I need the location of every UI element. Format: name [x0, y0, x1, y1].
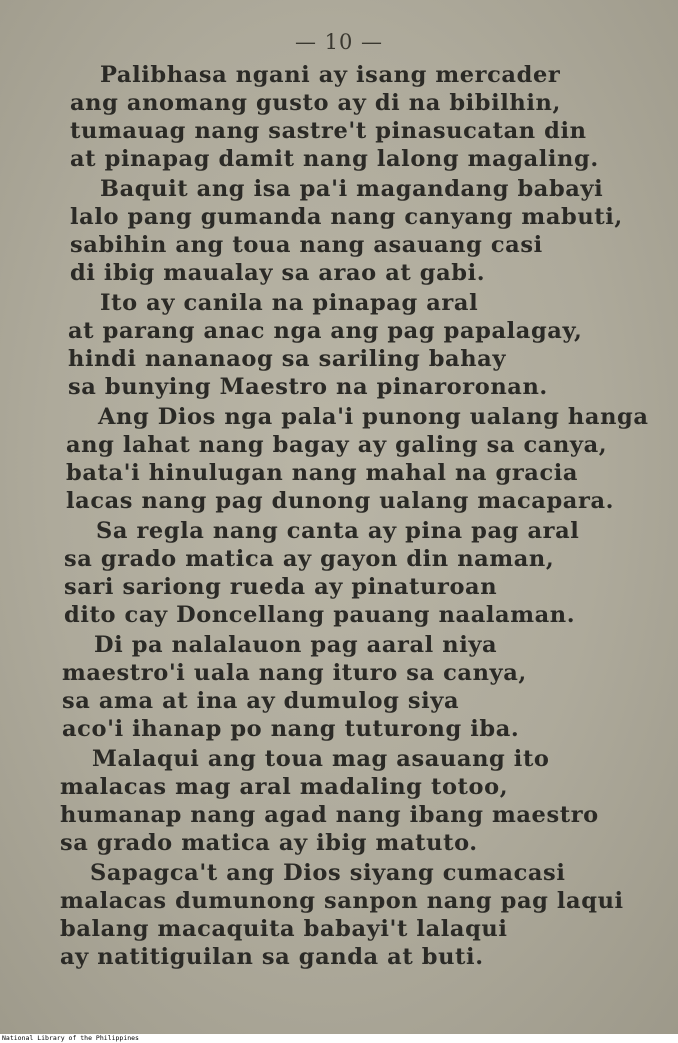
poem-line: Palibhasa ngani ay isang mercader: [100, 62, 561, 88]
poem-line: ang lahat nang bagay ay galing sa canya,: [66, 432, 608, 458]
poem-line: ay natitiguilan sa ganda at buti.: [60, 944, 484, 970]
poem-line: Sapagca't ang Dios siyang cumacasi: [90, 860, 566, 886]
poem-line: dito cay Doncellang pauang naalaman.: [64, 602, 576, 628]
poem-line: sa bunying Maestro na pinaroronan.: [68, 374, 548, 400]
poem-line: balang macaquita babayi't lalaqui: [60, 916, 508, 942]
poem-line: Sa regla nang canta ay pina pag aral: [96, 518, 580, 544]
poem-line: Ito ay canila na pinapag aral: [100, 290, 479, 316]
poem-line: lalo pang gumanda nang canyang mabuti,: [70, 204, 623, 230]
poem-line: at pinapag damit nang lalong magaling.: [70, 146, 599, 172]
poem-line: at parang anac nga ang pag papalagay,: [68, 318, 583, 344]
poem-line: sabihin ang toua nang asauang casi: [70, 232, 543, 258]
poem-line: sa ama at ina ay dumulog siya: [62, 688, 460, 714]
library-credit: National Library of the Philippines: [2, 1034, 139, 1042]
poem-line: maestro'i uala nang ituro sa canya,: [62, 660, 527, 686]
poem-line: Baquit ang isa pa'i magandang babayi: [100, 176, 604, 202]
poem-line: Ang Dios nga pala'i punong ualang hanga: [98, 404, 649, 430]
poem-line: malacas dumunong sanpon nang pag laqui: [60, 888, 624, 914]
poem-line: sa grado matica ay ibig matuto.: [60, 830, 478, 856]
poem-line: lacas nang pag dunong ualang macapara.: [66, 488, 615, 514]
poem-line: di ibig maualay sa arao at gabi.: [70, 260, 486, 286]
poem-line: sa grado matica ay gayon din naman,: [64, 546, 555, 572]
poem-line: malacas mag aral madaling totoo,: [60, 774, 509, 800]
poem-line: ang anomang gusto ay di na bibilhin,: [70, 90, 561, 116]
poem-line: Malaqui ang toua mag asauang ito: [92, 746, 550, 772]
poem-line: tumauag nang sastre't pinasucatan din: [70, 118, 587, 144]
poem-line: bata'i hinulugan nang mahal na gracia: [66, 460, 579, 486]
poem-line: Di pa nalalauon pag aaral niya: [94, 632, 498, 658]
poem-line: humanap nang agad nang ibang maestro: [60, 802, 599, 828]
page-number: — 10 —: [294, 30, 384, 54]
poem-line: aco'i ihanap po nang tuturong iba.: [62, 716, 520, 742]
poem-line: sari sariong rueda ay pinaturoan: [64, 574, 498, 600]
poem-line: hindi nananaog sa sariling bahay: [68, 346, 507, 372]
